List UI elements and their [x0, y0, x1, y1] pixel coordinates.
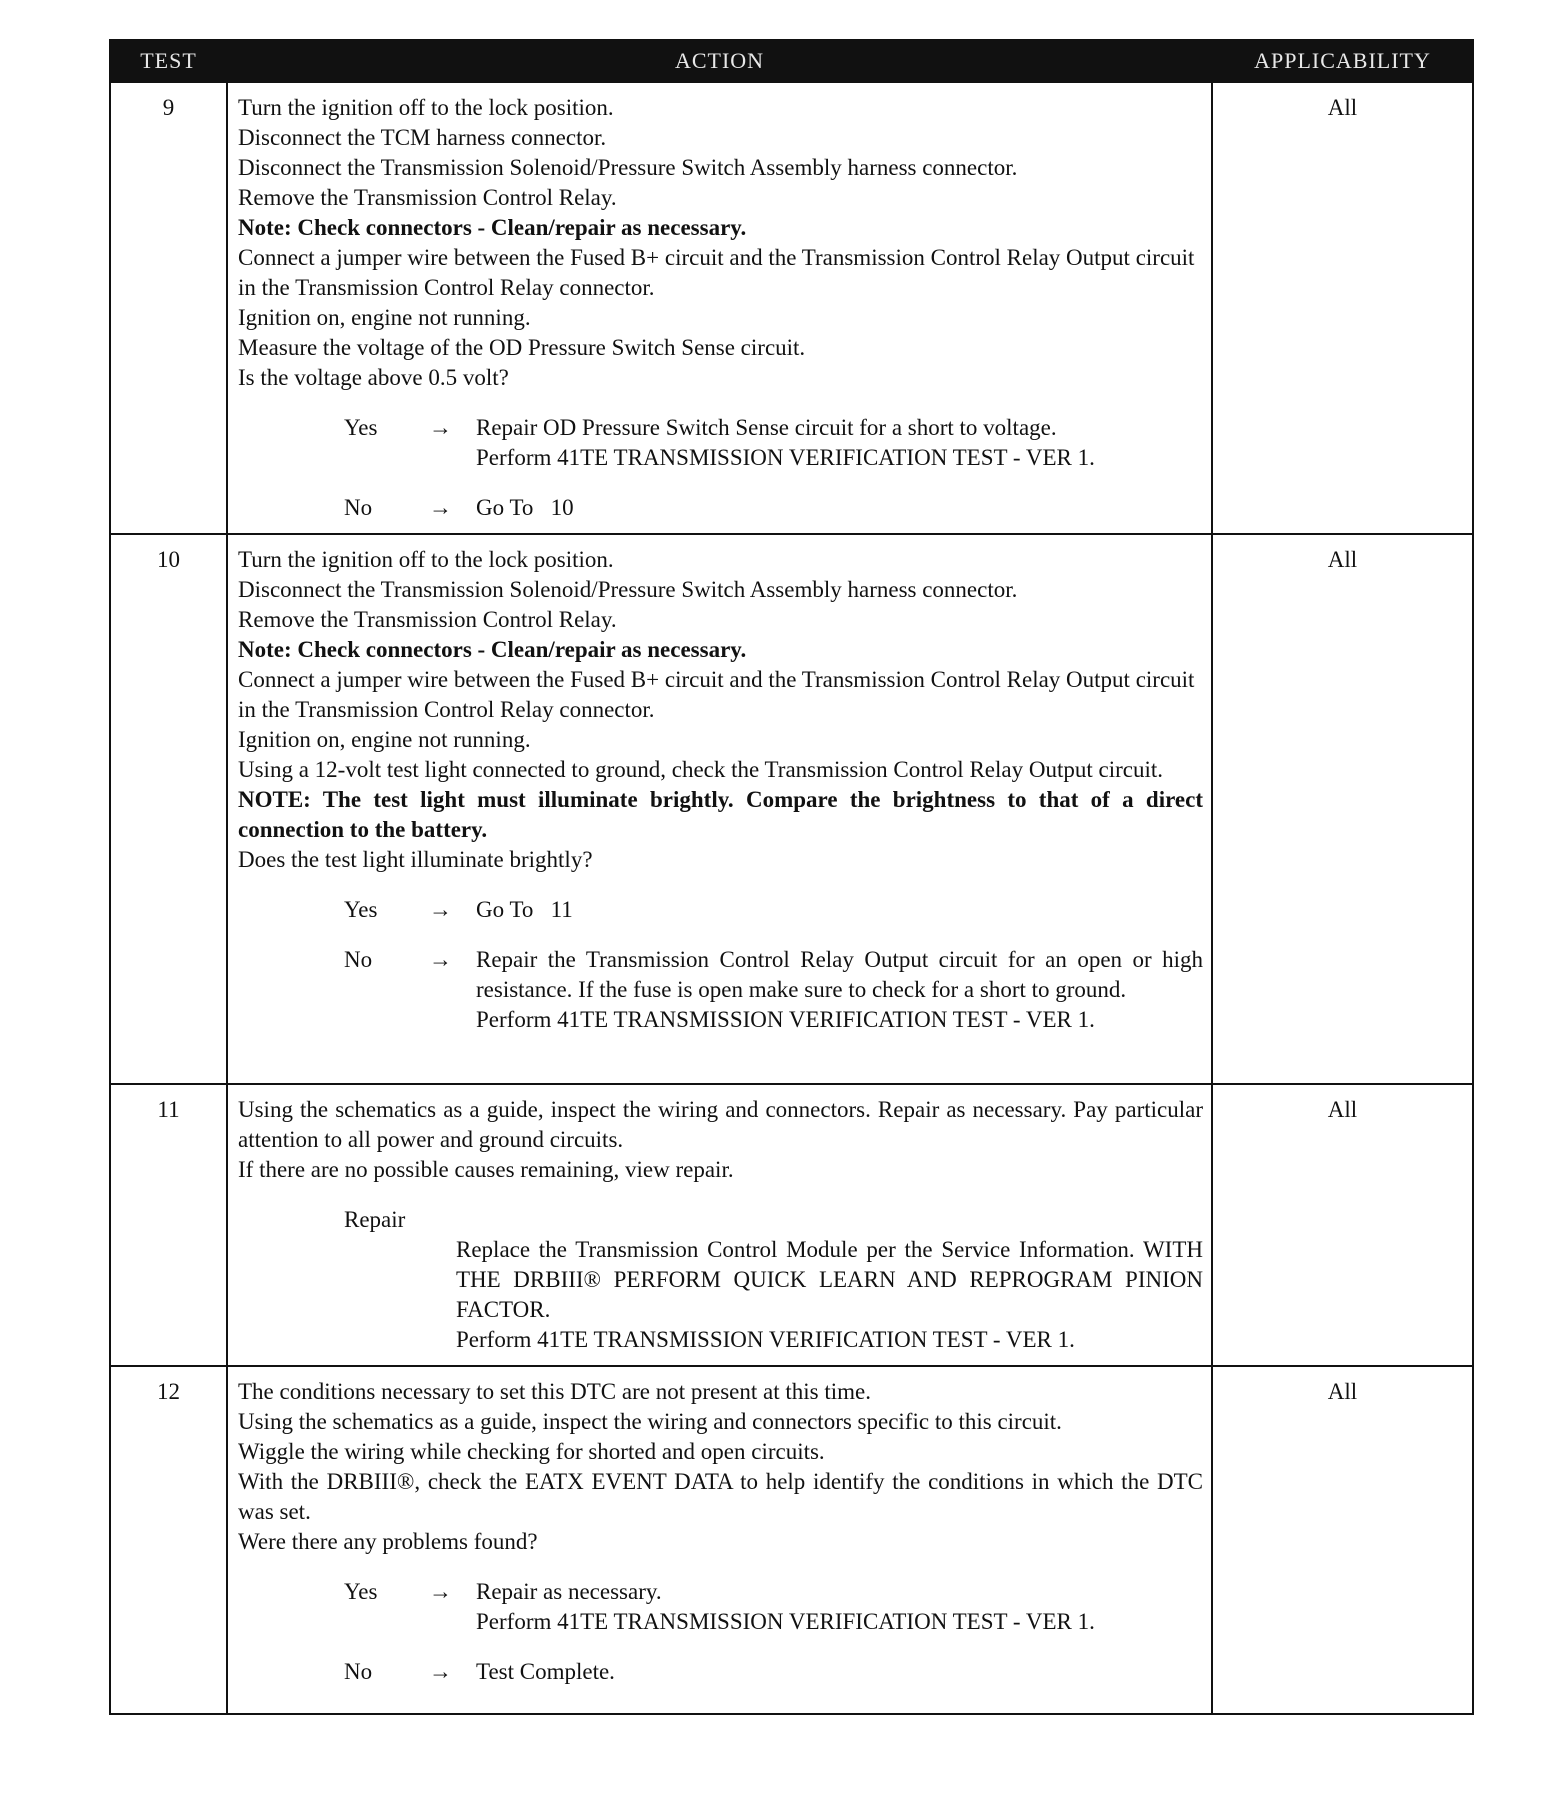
yes-text: Repair as necessary. — [476, 1579, 662, 1604]
table-row — [110, 534, 1473, 1084]
action-line: Using a 12-volt test light connected to ground, check the Transmission Control Relay Output circuit. — [238, 757, 1163, 782]
action-line: Disconnect the TCM harness connector. — [238, 125, 607, 150]
test-number: 11 — [110, 1084, 227, 1366]
action-line: Disconnect the Transmission Solenoid/Pressure Switch Assembly harness connector. — [238, 155, 1018, 180]
table-row — [110, 1084, 1473, 1366]
test-number: 9 — [110, 82, 227, 534]
header-applicability: APPLICABILITY — [1212, 40, 1473, 82]
no-label: No — [344, 495, 373, 520]
applicability-value: All — [1212, 1084, 1473, 1366]
no-label: No — [344, 1659, 373, 1684]
arrow-icon: → — [429, 1579, 452, 1604]
no-result — [238, 1657, 1203, 1687]
repair-label: Repair — [344, 1207, 406, 1232]
action-line: With the DRBIII®, check the EATX EVENT DATA to help identify the conditions in which the DTC was set. — [238, 1469, 1203, 1524]
applicability-value: All — [1212, 534, 1473, 1084]
no-result — [238, 493, 1203, 523]
action-line: Measure the voltage of the OD Pressure Switch Sense circuit. — [238, 335, 806, 360]
yes-text: Perform 41TE TRANSMISSION VERIFICATION TEST - VER 1. — [476, 1609, 1095, 1634]
action-cell — [227, 1366, 1212, 1714]
table-row — [110, 1366, 1473, 1714]
no-text: Perform 41TE TRANSMISSION VERIFICATION TEST - VER 1. — [476, 1007, 1095, 1032]
arrow-icon: → — [429, 495, 452, 520]
action-line: Turn the ignition off to the lock position. — [238, 547, 614, 572]
yes-label: Yes — [344, 1579, 378, 1604]
repair-text-block — [238, 1235, 1203, 1355]
repair-text: Replace the Transmission Control Module per the Service Information. WITH THE DRBIII® PERFORM QUICK LEARN AND REPROGRAM PINION FACTOR. — [456, 1237, 1203, 1322]
question-line: Does the test light illuminate brightly? — [238, 847, 593, 872]
yes-result — [238, 1577, 1203, 1637]
table-header-row — [110, 40, 1473, 82]
action-line: Ignition on, engine not running. — [238, 305, 531, 330]
no-text: Test Complete. — [476, 1659, 615, 1684]
arrow-icon: → — [429, 897, 452, 922]
note-line: Note: Check connectors - Clean/repair as necessary. — [238, 215, 747, 240]
yes-text: Go To 11 — [476, 897, 573, 922]
arrow-icon: → — [429, 947, 452, 972]
yes-label: Yes — [344, 897, 378, 922]
action-line: Wiggle the wiring while checking for shorted and open circuits. — [238, 1439, 825, 1464]
arrow-icon: → — [429, 1659, 452, 1684]
yes-result — [238, 895, 1203, 925]
action-line: If there are no possible causes remaining, view repair. — [238, 1157, 734, 1182]
question-line: Were there any problems found? — [238, 1529, 538, 1554]
action-cell — [227, 534, 1212, 1084]
test-number: 10 — [110, 534, 227, 1084]
question-line: Is the voltage above 0.5 volt? — [238, 365, 509, 390]
yes-label: Yes — [344, 415, 378, 440]
action-line: Turn the ignition off to the lock position. — [238, 95, 614, 120]
action-line: Ignition on, engine not running. — [238, 727, 531, 752]
diagnostic-table-page — [109, 39, 1472, 1715]
action-cell — [227, 1084, 1212, 1366]
action-line: Remove the Transmission Control Relay. — [238, 185, 617, 210]
yes-text: Perform 41TE TRANSMISSION VERIFICATION TEST - VER 1. — [476, 445, 1095, 470]
no-result — [238, 945, 1203, 1035]
action-cell — [227, 82, 1212, 534]
applicability-value: All — [1212, 82, 1473, 534]
yes-result — [238, 413, 1203, 473]
arrow-icon: → — [429, 415, 452, 440]
action-line: Remove the Transmission Control Relay. — [238, 607, 617, 632]
no-label: No — [344, 947, 373, 972]
test-number: 12 — [110, 1366, 227, 1714]
action-line: The conditions necessary to set this DTC are not present at this time. — [238, 1379, 871, 1404]
action-line: Using the schematics as a guide, inspect the wiring and connectors specific to this circuit. — [238, 1409, 1062, 1434]
action-line: Using the schematics as a guide, inspect the wiring and connectors. Repair as necessary. Pay particular attention to all power and ground circuits. — [238, 1097, 1203, 1152]
yes-text: Repair OD Pressure Switch Sense circuit for a short to voltage. — [476, 415, 1057, 440]
header-action: ACTION — [227, 40, 1212, 82]
action-line: Connect a jumper wire between the Fused B+ circuit and the Transmission Control Relay Output circuit in the Transmission Control Relay connector. — [238, 667, 1195, 722]
note-line: NOTE: The test light must illuminate brightly. Compare the brightness to that of a direct connection to the battery. — [238, 787, 1203, 842]
repair-text: Perform 41TE TRANSMISSION VERIFICATION TEST - VER 1. — [456, 1327, 1075, 1352]
applicability-value: All — [1212, 1366, 1473, 1714]
action-line: Connect a jumper wire between the Fused B+ circuit and the Transmission Control Relay Output circuit in the Transmission Control Relay connector. — [238, 245, 1195, 300]
no-text: Repair the Transmission Control Relay Output circuit for an open or high resistance. If the fuse is open make sure to check for a short to ground. — [476, 947, 1203, 1002]
action-line: Disconnect the Transmission Solenoid/Pressure Switch Assembly harness connector. — [238, 577, 1018, 602]
diagnostic-test-table — [109, 39, 1474, 1715]
header-test: TEST — [110, 40, 227, 82]
table-row — [110, 82, 1473, 534]
no-text: Go To 10 — [476, 495, 574, 520]
note-line: Note: Check connectors - Clean/repair as necessary. — [238, 637, 747, 662]
